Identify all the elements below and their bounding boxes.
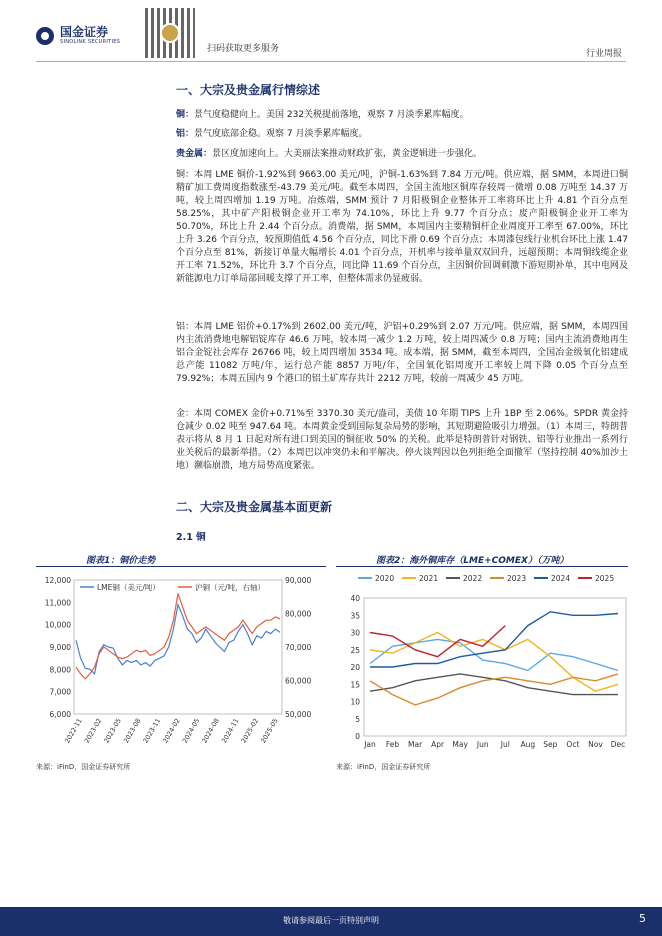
- figure2-source: 来源：iFinD，国金证券研究所: [336, 763, 431, 771]
- x-tick-label: 2023-02: [82, 717, 104, 745]
- figure2-title: 图表2：海外铜库存（LME+COMEX）（万吨）: [376, 556, 569, 566]
- legend-label-2025: 2025: [595, 574, 615, 583]
- copper-inventory-chart: [336, 568, 628, 758]
- y-tick-label: 30: [350, 628, 360, 638]
- y-tick-label: 15: [350, 680, 360, 690]
- y-tick-label: 10: [350, 697, 360, 707]
- figure1-source: 来源：iFinD，国金证券研究所: [36, 763, 131, 771]
- y-tick-label: 35: [350, 611, 360, 621]
- y-right-tick-label: 60,000: [285, 676, 312, 686]
- x-tick-label: 2024-05: [180, 717, 202, 745]
- x-tick-label: Sep: [543, 740, 558, 749]
- y-tick-label: 40: [350, 594, 360, 603]
- qr-center-icon: [160, 23, 180, 43]
- copper-summary: [176, 109, 628, 122]
- page-header: [0, 0, 662, 70]
- x-tick-label: Nov: [588, 740, 603, 749]
- page-number: 5: [639, 912, 646, 925]
- report-type: 行业周报: [585, 49, 622, 59]
- x-tick-label: 2024-02: [161, 717, 182, 745]
- legend-label: 沪铜（元/吨，右轴）: [195, 583, 266, 592]
- plot-frame: [74, 580, 282, 714]
- copper-summary-label: 铜：: [176, 110, 195, 120]
- y-left-tick-label: 7,000: [49, 687, 71, 697]
- x-tick-label: Apr: [431, 740, 445, 749]
- x-tick-label: 2023-11: [141, 717, 163, 745]
- legend-label-2020: 2020: [375, 574, 395, 583]
- x-tick-label: 2025-02: [239, 717, 261, 745]
- x-tick-label: 2023-08: [122, 717, 143, 745]
- y-tick-label: 25: [350, 645, 360, 655]
- gold-detail: 金：本周 COMEX 金价+0.71%至 3370.30 美元/盎司，美债 10 年期 TIPS 上升 1BP 至 2.06%。SPDR 黄金持仓减少 0.02 吨至 947.64 吨。本周黄金受到国际复杂局势的影响，其短期避险吸引力增强。（1）本周三，特朗普表示将从 8 月 1 日起对所有进口到美国的铜征收 50% 的关税。此举是特朗普针对钢铁、铝等行业推出一系列行业关税后的最新举措。（2）本周巴以冲突仍未和平解决。停火谈判因以色列拒绝全面撤军（坚持控制 40%加沙土地）濒临崩溃，地方局势高度紧张。: [176, 409, 628, 471]
- precious-summary-label: 贵金属：: [176, 149, 213, 159]
- x-tick-label: 2025-05: [259, 717, 280, 745]
- scan-text: 扫码获取更多服务: [207, 44, 280, 54]
- series-line-2023: [370, 674, 618, 705]
- logo-icon: [36, 27, 54, 45]
- aluminum-detail: 铝：本周 LME 铝价+0.17%到 2602.00 美元/吨，沪铝+0.29%到 2.07 万元/吨。供应端，据 SMM，本周四国内主流消费地电解铝锭库存 46.6 万吨，较本周一减少 1.2 万吨，较上周四减少 0.8 万吨；国内主流消费地再生铝合金锭社会库存 26766 吨，较上周四增加 3534 吨。成本端，据 SMM，截至本周四，全国冶金级氧化铝建成总产能 11082 万吨/年，运行总产能 8857 万吨/年，全国氧化铝周度开工率较上周下降 0.05 个百分点至 79.92%；本周五国内 9 个港口的铝土矿库存共计 2212 万吨，较前一周减少 45 万吨。: [176, 322, 628, 384]
- copper-detail: 铜：本周 LME 铜价-1.92%到 9663.00 美元/吨，沪铜-1.63%到 7.84 万元/吨。供应端，据 SMM，本周进口铜精矿加工费周度指数涨至-43.79 美元/吨。截至本周四，全国主流地区铜库存较周一微增 0.08 万吨至 14.37 万吨，较上周四增加 1.19 万吨。冶炼端，SMM 预计 7 月阳极铜企业整体开工率将环比上升 4.81 个百分点至 58.25%，其中矿产阳极铜企业开工率为 74.10%，环比上升 9.77 个百分点；废产阳极铜企业开工率为 50.70%，环比上升 2.44 个百分点。消费端，据 SMM，本周国内主要精铜杆企业周度开工率至 67.00%，环比上升 3.26 个百分点，较预期值低 4.56 个百分点，同比下滑 0.69 个百分点；本周漆包线行业机台环比上涨 1.47 个百分点至 81%，新接订单量大幅增长 4.01 个百分点，开机率与接单量双双回升，远超预期；本周铜线缆企业开工率 71.52%，环比升 3.7 个百分点，同比降 11.69 个百分点，主因铜价回调刺激下游短期补单，其中电网及新能源电力订单局部回暖支撑了开工率，但整体需求仍显疲弱。: [176, 170, 628, 284]
- figure1-title-rule: [36, 566, 326, 567]
- logo-en-text: SINOLINK SECURITIES: [60, 39, 121, 45]
- section1-title: 一、大宗及贵金属行情综述: [176, 83, 321, 97]
- series-line-left: [76, 605, 280, 674]
- y-tick-label: 20: [350, 663, 360, 672]
- y-left-tick-label: 6,000: [49, 710, 71, 719]
- x-tick-label: Jan: [364, 740, 376, 749]
- y-right-tick-label: 50,000: [285, 710, 312, 719]
- plot-frame: [364, 598, 626, 736]
- y-right-tick-label: 70,000: [285, 643, 312, 652]
- figure1-title: 图表1：铜价走势: [86, 556, 156, 566]
- x-tick-label: 2023-05: [102, 717, 123, 745]
- y-left-tick-label: 10,000: [44, 620, 71, 630]
- x-tick-label: May: [452, 740, 468, 749]
- precious-summary: [176, 148, 628, 161]
- legend-label: LME铜（美元/吨）: [97, 583, 160, 592]
- legend-label-2021: 2021: [419, 574, 439, 583]
- y-right-tick-label: 80,000: [285, 609, 312, 619]
- aluminum-summary: [176, 128, 628, 141]
- copper-price-chart: [36, 568, 326, 758]
- y-left-tick-label: 11,000: [44, 598, 71, 608]
- footer-disclaimer[interactable]: 敬请参阅最后一页特别声明: [283, 916, 379, 925]
- x-tick-label: Dec: [610, 740, 626, 749]
- legend-label-2022: 2022: [463, 574, 483, 583]
- copper-summary-text: 景气度稳健向上。美国 232关税提前落地，观察 7 月淡季累库幅度。: [194, 110, 469, 120]
- x-tick-label: 2022-11: [63, 717, 84, 745]
- section2-subtitle: 2.1 铜: [176, 532, 206, 543]
- aluminum-summary-label: 铝：: [176, 129, 195, 139]
- aluminum-summary-text: 景气度底部企稳。观察 7 月淡季累库幅度。: [194, 129, 368, 139]
- figure2-title-rule: [336, 566, 628, 567]
- precious-summary-text: 景区度加速向上。大美丽法案推动财政扩张，黄金逻辑进一步强化。: [212, 149, 483, 159]
- y-tick-label: 0: [355, 732, 360, 741]
- header-divider: [36, 61, 626, 62]
- x-tick-label: Aug: [520, 740, 536, 749]
- x-tick-label: 2024-11: [220, 717, 241, 745]
- x-tick-label: 2024-08: [200, 717, 221, 745]
- x-tick-label: Jul: [500, 740, 510, 749]
- company-logo: [36, 26, 120, 45]
- y-left-tick-label: 9,000: [49, 643, 71, 652]
- y-left-tick-label: 8,000: [49, 665, 71, 675]
- x-tick-label: Jun: [476, 740, 489, 749]
- legend-label-2023: 2023: [507, 574, 527, 583]
- section2-title: 二、大宗及贵金属基本面更新: [176, 500, 333, 514]
- y-right-tick-label: 90,000: [285, 576, 312, 585]
- y-left-tick-label: 12,000: [44, 576, 71, 585]
- legend-label-2024: 2024: [551, 574, 571, 583]
- series-line-2022: [370, 674, 618, 695]
- x-tick-label: Mar: [408, 740, 423, 749]
- x-tick-label: Feb: [385, 740, 400, 749]
- y-tick-label: 5: [355, 714, 360, 724]
- logo-cn-text: 国金证券: [60, 25, 109, 39]
- x-tick-label: Oct: [566, 740, 580, 749]
